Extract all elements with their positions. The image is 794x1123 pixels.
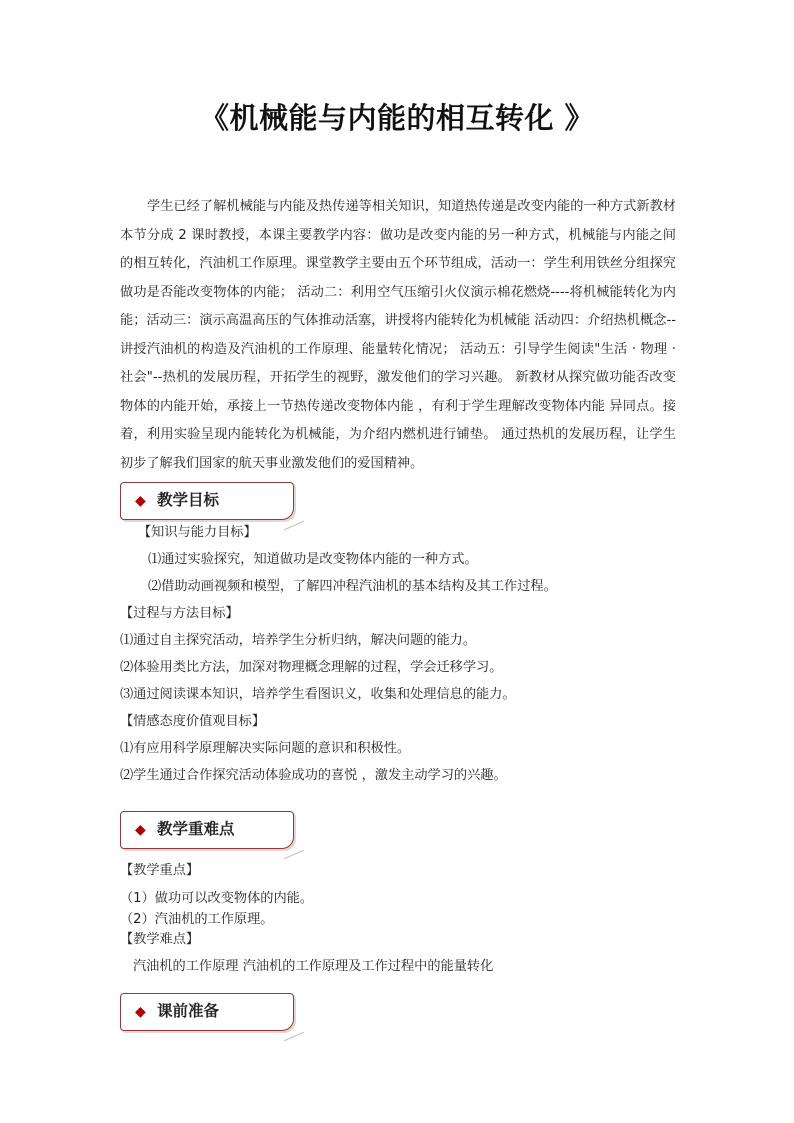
header-tail-decoration	[284, 521, 305, 531]
diamond-bullet-icon: ◆	[135, 493, 146, 509]
difficult-point-title: 【教学难点】	[120, 932, 200, 947]
header-tail-decoration	[284, 850, 305, 860]
section-header-prep	[120, 993, 294, 1031]
section-header-keypoints	[120, 811, 294, 849]
key-point-title: 【教学重点】	[120, 863, 200, 878]
knowledge-goal-title: 【知识与能力目标】	[138, 525, 257, 540]
key-point-item: （1）做功可以改变物体的内能。	[120, 891, 314, 906]
emotion-goal-item: ⑵学生通过合作探究活动体验成功的喜悦 ，激发主动学习的兴趣。	[120, 768, 507, 783]
section-heading: 教学重难点	[157, 819, 235, 838]
diamond-bullet-icon: ◆	[135, 1004, 146, 1020]
emotion-goal-item: ⑴有应用科学原理解决实际问题的意识和积极性。	[120, 741, 411, 756]
document-title: 《机械能与内能的相互转化 》	[199, 101, 595, 135]
process-goal-item: ⑶通过阅读课本知识，培养学生看图识义，收集和处理信息的能力。	[120, 687, 516, 702]
section-heading: 课前准备	[157, 1001, 220, 1020]
intro-paragraph: 学生已经了解机械能与内能及热传递等相关知识，知道热传递是改变内能的一种方式新教材本节分成 2 课时教授，本课主要教学内容：做功是改变内能的另一种方式，机械能与内能之间的相互转化，汽油机工作原理。课堂教学主要由五个环节组成，活动一：学生利用铁丝分组探究做功是否能改变物体的内能； 活动二：利用空气压缩引火仪演示棉花燃烧----将机械能转化为内能；活动三：演示高温高压的气体推动活塞，讲授将内能转化为机械能 活动四：介绍热机概念--讲授汽油机的构造及汽油机的工作原理、能量转化情况； 活动五：引导学生阅读"生活 · 物理 · 社会"--热机的发展历程，开拓学生的视野，激发他们的学习兴趣。 新教材从探究做功能否改变物体的内能开始，承接上一节热传递改变物体内能 ，有利于学生理解改变物体内能 异同点。接着，利用实验呈现内能转化为机械能，为介绍内燃机进行铺垫。 通过热机的发展历程，让学生初步了解我们国家的航天事业激发他们的爱国精神。	[120, 199, 676, 471]
process-goal-title: 【过程与方法目标】	[120, 606, 239, 621]
process-goal-item: ⑴通过自主探究活动，培养学生分析归纳，解决问题的能力。	[120, 633, 477, 648]
key-point-item: （2）汽油机的工作原理。	[120, 912, 274, 927]
process-goal-item: ⑵体验用类比方法，加深对物理概念理解的过程，学会迁移学习。	[120, 660, 503, 675]
difficult-point-text: 汽油机的工作原理 汽油机的工作原理及工作过程中的能量转化	[133, 959, 494, 974]
section-header-goals	[120, 482, 294, 520]
emotion-goal-title: 【情感态度价值观目标】	[120, 714, 266, 729]
knowledge-goal-item: ⑴通过实验探究，知道做功是改变物体内能的一种方式。	[148, 552, 478, 567]
header-tail-decoration	[284, 1032, 305, 1042]
knowledge-goal-item: ⑵借助动画视频和模型，了解四冲程汽油机的基本结构及其工作过程。	[148, 579, 557, 594]
section-heading: 教学目标	[157, 490, 220, 509]
diamond-bullet-icon: ◆	[135, 822, 146, 838]
